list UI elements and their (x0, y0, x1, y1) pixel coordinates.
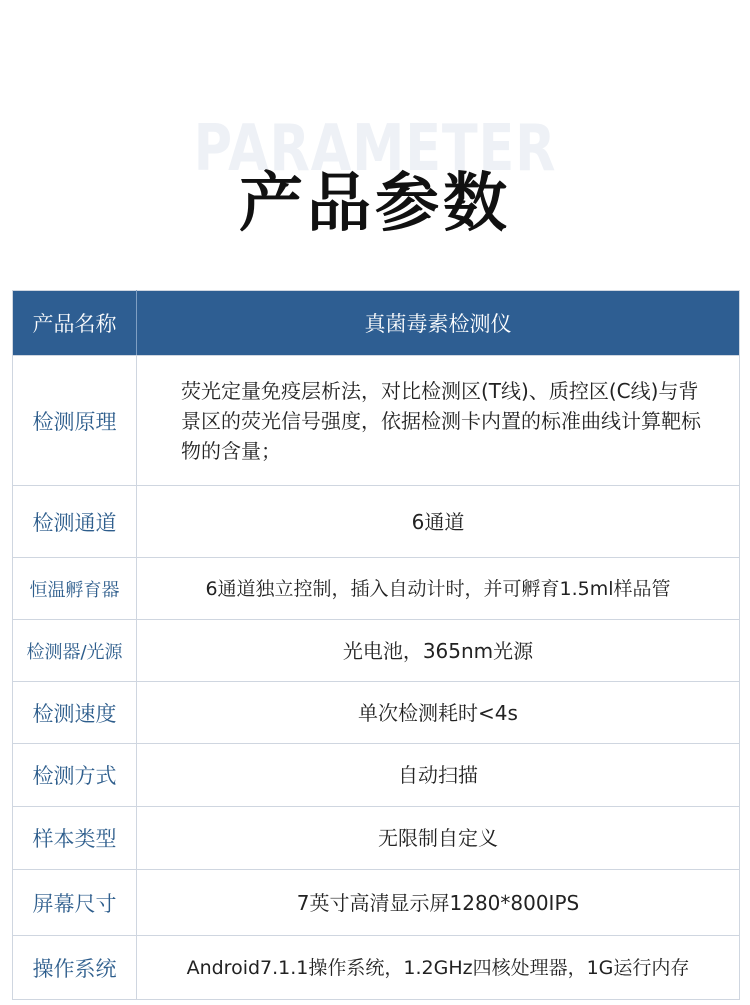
table-row (13, 558, 740, 620)
table-row (13, 620, 740, 682)
row-label: 检测原理 (13, 356, 137, 486)
table-row (13, 744, 740, 807)
table-header-row (13, 291, 740, 356)
row-value: 光电池，365nm光源 (137, 620, 740, 682)
row-label: 样本类型 (13, 807, 137, 870)
watermark-text: PARAMETER (193, 112, 557, 186)
parameter-table (12, 290, 740, 1000)
row-value: Android7.1.1操作系统，1.2GHz四核处理器，1G运行内存 (137, 936, 740, 1000)
table-row (13, 682, 740, 744)
row-label: 检测器/光源 (13, 620, 137, 682)
row-value: 自动扫描 (137, 744, 740, 807)
page-header (0, 0, 750, 290)
table-row (13, 870, 740, 936)
row-value: 单次检测耗时<4s (137, 682, 740, 744)
header-label: 产品名称 (13, 291, 137, 356)
table-row (13, 936, 740, 1000)
row-label: 屏幕尺寸 (13, 870, 137, 936)
row-value: 6通道独立控制，插入自动计时，并可孵育1.5ml样品管 (137, 558, 740, 620)
header-value: 真菌毒素检测仪 (137, 291, 740, 356)
row-value: 7英寸高清显示屏1280*800IPS (137, 870, 740, 936)
row-label: 恒温孵育器 (13, 558, 137, 620)
row-label: 操作系统 (13, 936, 137, 1000)
row-label: 检测方式 (13, 744, 137, 807)
row-value: 荧光定量免疫层析法，对比检测区(T线)、质控区(C线)与背景区的荧光信号强度，依据检测卡内置的标准曲线计算靶标物的含量； (137, 356, 740, 486)
page-title: 产品参数 (239, 167, 511, 241)
row-label: 检测速度 (13, 682, 137, 744)
row-value: 6通道 (137, 486, 740, 558)
row-label: 检测通道 (13, 486, 137, 558)
table-row (13, 807, 740, 870)
table-row (13, 356, 740, 486)
table-row (13, 486, 740, 558)
row-value: 无限制自定义 (137, 807, 740, 870)
